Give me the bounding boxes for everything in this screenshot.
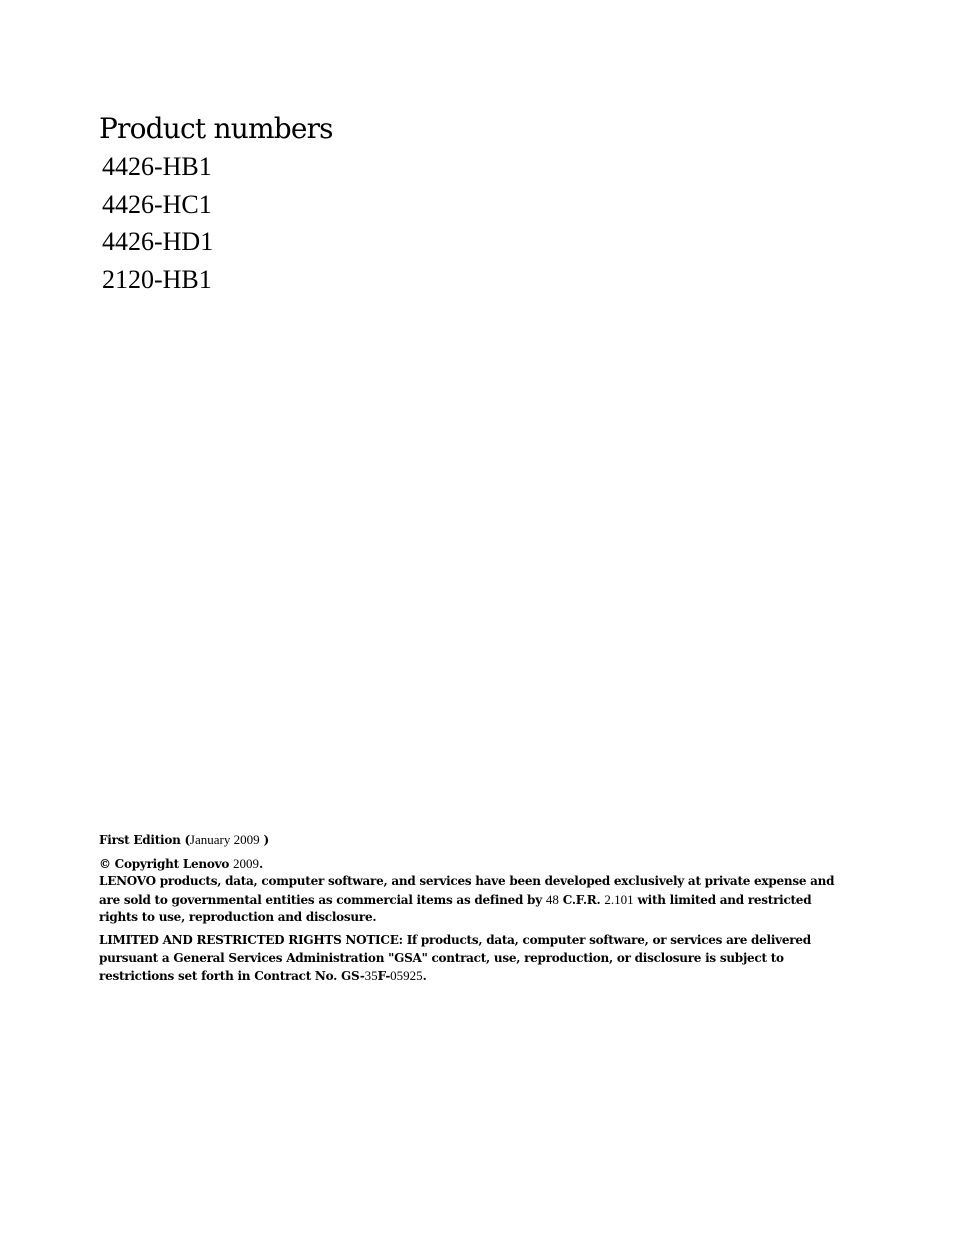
restricted-rights-notice xyxy=(99,932,851,986)
lenovo-notice-cfr-title: 48 xyxy=(545,891,559,907)
lenovo-notice xyxy=(99,873,851,927)
lenovo-notice-text-end: with limited and restricted rights to use, reproduction and disclosure. xyxy=(99,892,812,925)
copyright-label: © Copyright Lenovo xyxy=(99,856,234,871)
contract-number-part2: 05925 xyxy=(390,968,423,984)
product-number: 4426-HC1 xyxy=(102,189,212,219)
copyright-end: . xyxy=(259,856,263,871)
product-number: 4426-HD1 xyxy=(102,227,214,256)
lenovo-notice-cfr-section: 2.101 xyxy=(604,891,634,907)
contract-number-part1: 35 xyxy=(364,968,378,984)
edition-close: ) xyxy=(259,833,269,847)
lenovo-notice-text: LENOVO products, data, computer software, and services have been developed exclusively at private expense and are sold to governmental entities as commercial items as defined by xyxy=(99,874,835,907)
edition-line xyxy=(99,831,851,850)
contract-number-sep: F- xyxy=(377,969,391,984)
copyright-line xyxy=(99,855,851,874)
product-number: 2120-HB1 xyxy=(102,264,212,294)
product-number: 4426-HB1 xyxy=(102,152,212,181)
product-number-list xyxy=(102,148,213,298)
restricted-notice-text: LIMITED AND RESTRICTED RIGHTS NOTICE: If products, data, computer software, or services are delivered pursuant a General Services Administration "GSA" contract, use, reproduction, or disclosure is subject to restrictions set forth in Contract No. GS- xyxy=(99,932,811,984)
copyright-year: 2009 xyxy=(233,855,260,871)
legal-notices xyxy=(99,831,851,986)
restricted-notice-end: . xyxy=(422,969,427,984)
page-title: Product numbers xyxy=(99,112,333,145)
edition-label: First Edition ( xyxy=(99,833,190,847)
edition-date: January 2009 xyxy=(189,832,260,847)
lenovo-notice-cfr: C.F.R. xyxy=(558,892,605,907)
